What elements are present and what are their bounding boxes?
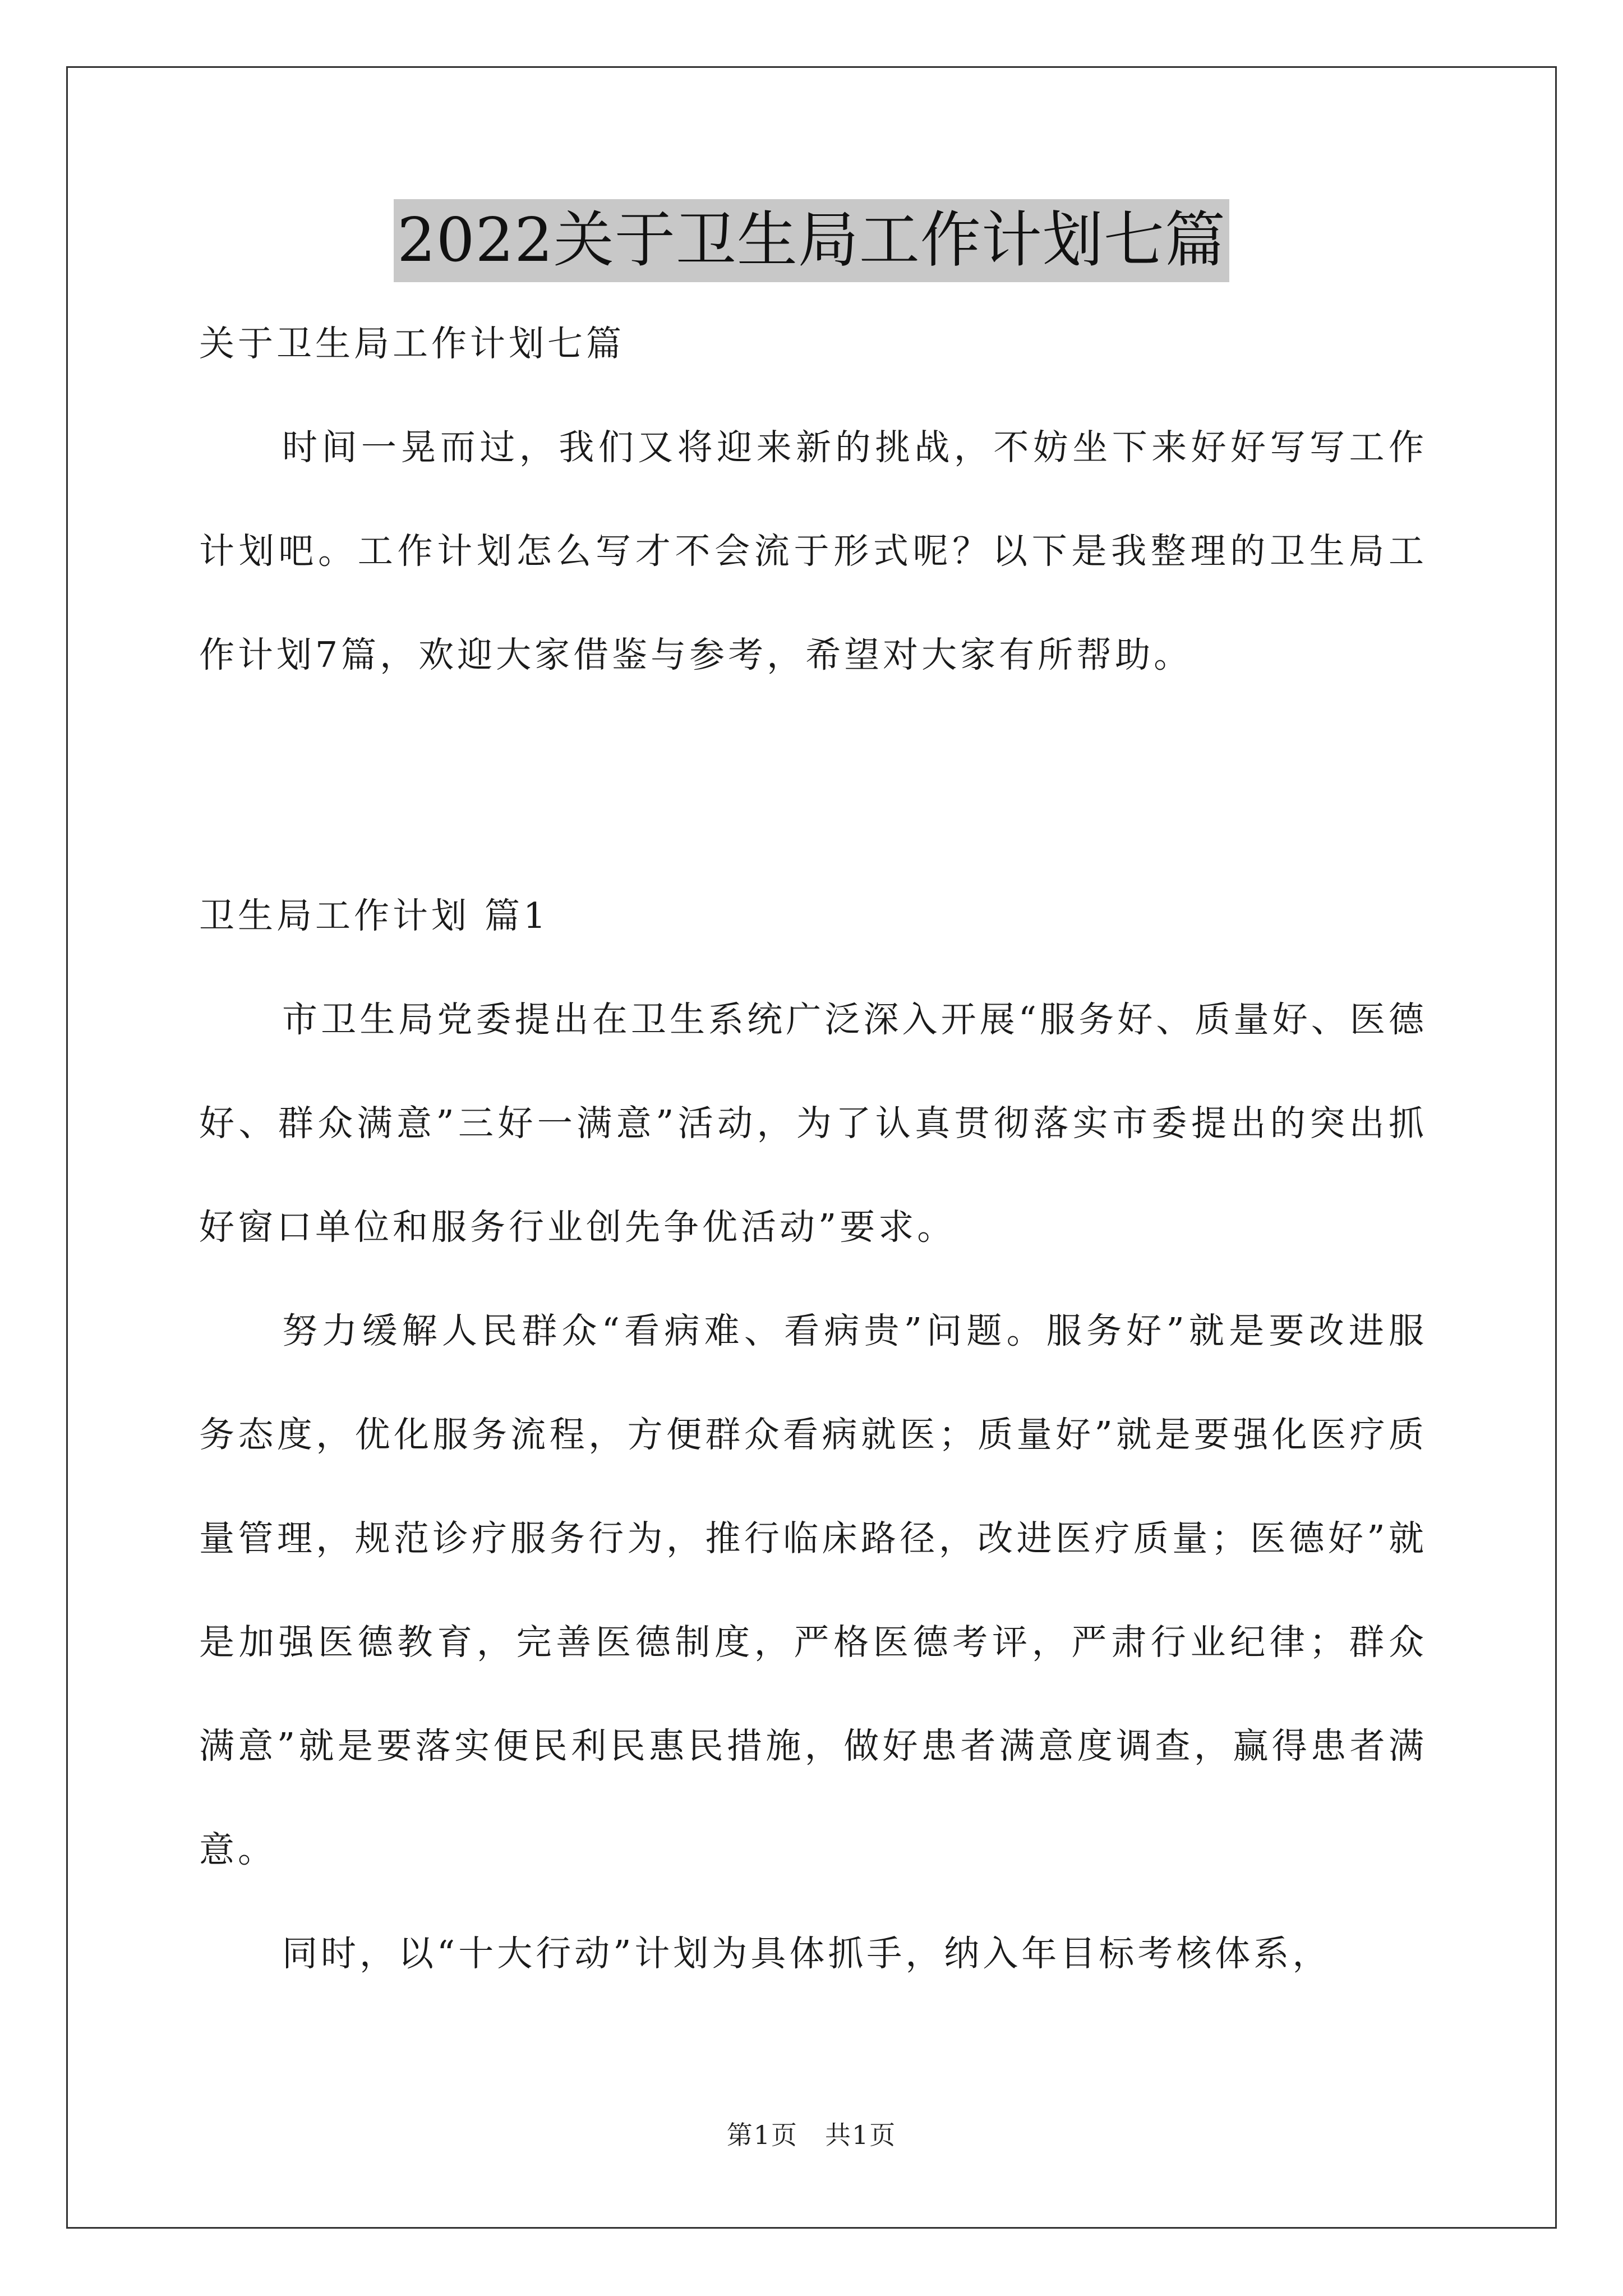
page-footer: 第1页 共1页 [726,2120,897,2150]
intro-block [199,395,1427,707]
document-subtitle: 关于卫生局工作计划七篇 [199,323,625,364]
section-heading: 卫生局工作计划 篇1 [199,895,550,936]
body-paragraph-1: 市卫生局党委提出在卫生系统广泛深入开展“服务好、质量好、医德好、群众满意”三好一满意”活动，为了认真贯彻落实市委提出的突出抓好窗口单位和服务行业创先争优活动”要求。 [199,999,1427,1248]
document-title: 2022关于卫生局工作计划七篇 [394,199,1229,282]
intro-paragraph: 时间一晃而过，我们又将迎来新的挑战，不妨坐下来好好写写工作计划吧。工作计划怎么写才不会流于形式呢？以下是我整理的卫生局工作计划7篇，欢迎大家借鉴与参考，希望对大家有所帮助。 [199,427,1427,675]
subtitle-block [199,292,1427,395]
body-paragraph-2: 努力缓解人民群众“看病难、看病贵”问题。服务好”就是要改进服务态度，优化服务流程，方便群众看病就医；质量好”就是要强化医疗质量管理，规范诊疗服务行为，推行临床路径，改进医疗质量；医德好”就是加强医德教育，完善医德制度，严格医德考评，严肃行业纪律；群众满意”就是要落实便民利民惠民措施，做好患者满意度调查，赢得患者满意。 [199,1310,1427,1870]
section-block [199,864,1427,2005]
body-paragraph-3: 同时，以“十大行动”计划为具体抓手，纳入年目标考核体系， [282,1933,1331,1974]
title-container [0,199,1623,282]
